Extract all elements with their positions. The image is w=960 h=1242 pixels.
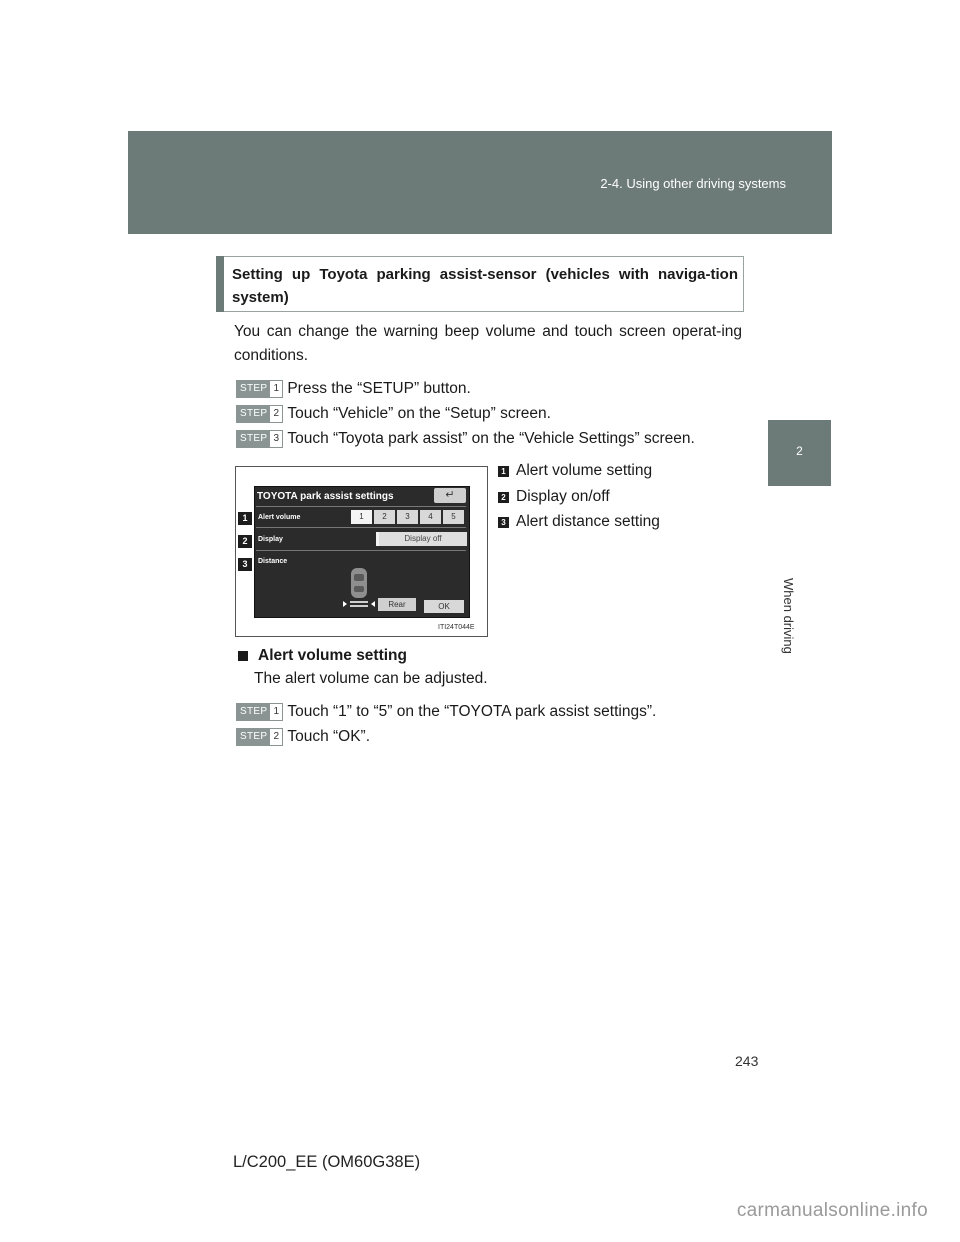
legend-item (498, 513, 660, 531)
step-text: Touch “OK”. (287, 728, 371, 745)
section-title: 2-4. Using other driving systems (600, 176, 786, 191)
step-row (236, 703, 656, 721)
legend-number: 1 (498, 466, 509, 477)
legend-text: Alert volume setting (516, 462, 653, 479)
step-row (236, 405, 551, 423)
step-badge: STEP 1 (236, 380, 283, 398)
heading-accent-bar (216, 256, 224, 312)
screen-label-display: Display (258, 536, 283, 543)
subsection-title: Alert volume setting (258, 647, 407, 664)
step-text: Press the “SETUP” button. (287, 380, 471, 397)
step-text: Touch “1” to “5” on the “TOYOTA park assist settings”. (287, 703, 657, 720)
volume-option: 2 (374, 510, 395, 524)
volume-option: 3 (397, 510, 418, 524)
heading-text: Setting up Toyota parking assist-sensor (vehicles with naviga-tion system) (232, 266, 738, 306)
chapter-label: When driving (781, 578, 796, 654)
step-row (236, 380, 471, 398)
volume-option: 4 (420, 510, 441, 524)
legend-item (498, 488, 610, 506)
chapter-label-container (780, 496, 800, 654)
step-badge: STEP 1 (236, 703, 283, 721)
volume-option: 5 (443, 510, 464, 524)
legend-number: 2 (498, 492, 509, 503)
legend-number: 3 (498, 517, 509, 528)
footer-code: L/C200_EE (OM60G38E) (233, 1153, 421, 1171)
step-text: Touch “Toyota park assist” on the “Vehicle Settings” screen. (287, 430, 695, 447)
legend-text: Display on/off (516, 488, 610, 505)
step-badge: STEP 3 (236, 430, 283, 448)
bullet-square-icon (238, 651, 248, 661)
image-code: ITI24T044E (438, 624, 475, 631)
chapter-tab-number: 2 (796, 444, 803, 458)
screen-label-alert-volume: Alert volume (258, 514, 301, 521)
subsection-heading (238, 647, 407, 665)
intro-paragraph: You can change the warning beep volume and touch screen operat-ing conditions. (234, 323, 742, 364)
step-text: Touch “Vehicle” on the “Setup” screen. (287, 405, 551, 422)
screen-title: TOYOTA park assist settings (257, 491, 394, 502)
display-off-button: Display off (376, 532, 467, 546)
step-badge: STEP 2 (236, 728, 283, 746)
legend-item (498, 462, 652, 480)
page-number: 243 (735, 1053, 759, 1069)
subsection-description: The alert volume can be adjusted. (254, 670, 488, 687)
legend-text: Alert distance setting (516, 513, 660, 530)
screen-divider (256, 506, 466, 507)
step-row (236, 728, 370, 746)
watermark: carmanualsonline.info (736, 1200, 928, 1221)
rear-button: Rear (378, 598, 416, 611)
callout-3: 3 (238, 558, 252, 571)
car-icon (340, 566, 380, 614)
callout-1: 1 (238, 512, 252, 525)
screen-divider (256, 550, 466, 551)
screen-divider (256, 527, 466, 528)
step-row (236, 430, 695, 448)
callout-2: 2 (238, 535, 252, 548)
back-button: ↵ (434, 488, 466, 503)
step-badge: STEP 2 (236, 405, 283, 423)
ok-button: OK (424, 600, 464, 613)
volume-option: 1 (351, 510, 372, 524)
screen-label-distance: Distance (258, 558, 288, 565)
